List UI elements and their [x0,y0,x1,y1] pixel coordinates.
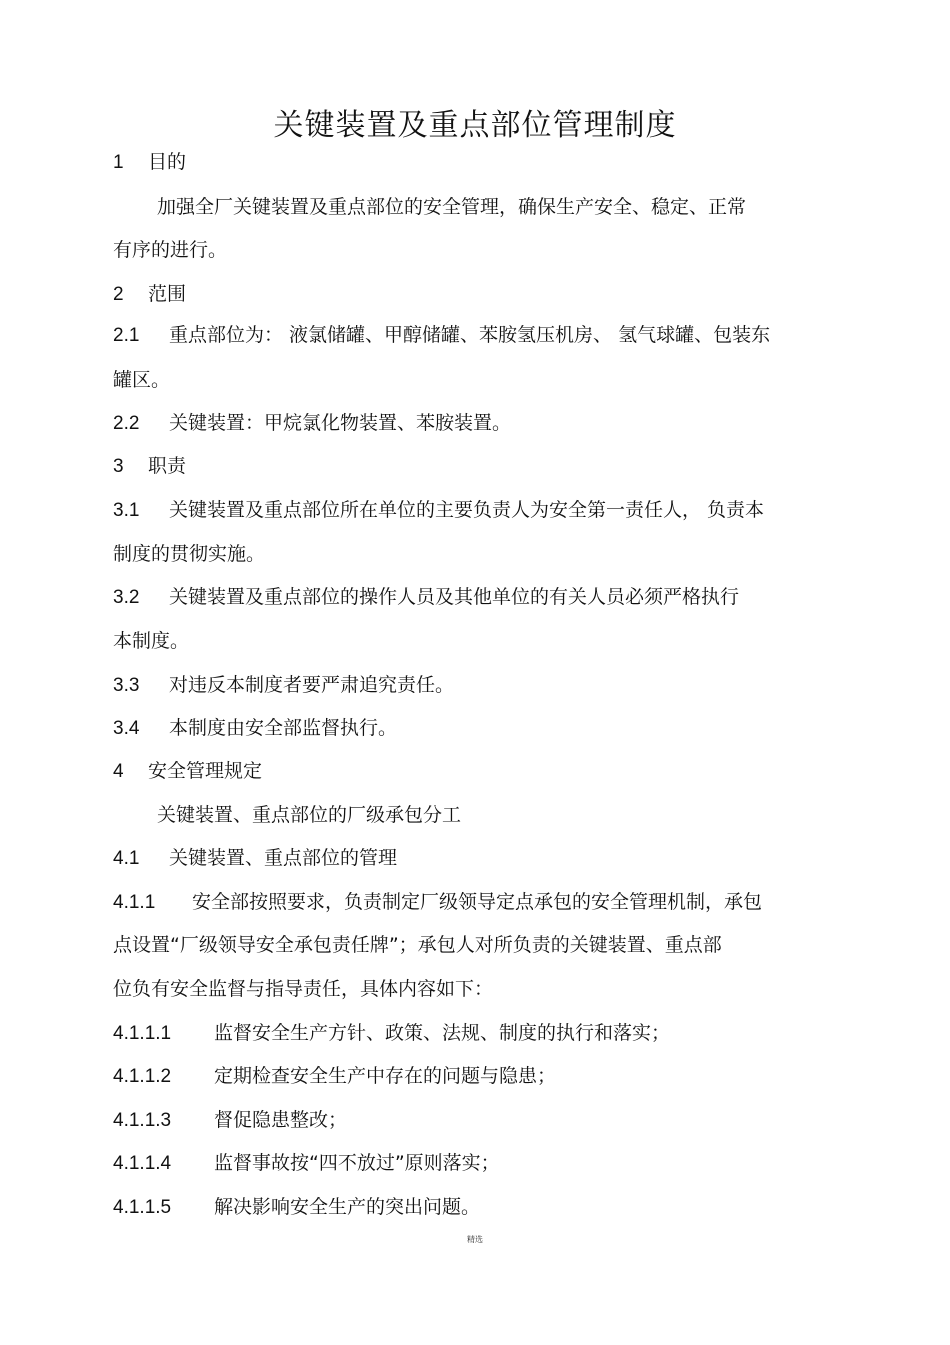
clause-line [113,1149,500,1178]
section-text: 范围 [148,283,187,305]
document-title: 关键装置及重点部位管理制度 [273,108,677,143]
paragraph-text: 罐区。 [113,369,171,391]
paragraph-line [113,236,227,264]
clause-number: 4.1.1.4 [113,1153,172,1174]
clause-text: 对违反本制度者要严肃追究责任。 [169,674,455,696]
clause-text: 督促隐患整改； [214,1109,348,1131]
clause-number: 2.1 [113,325,140,346]
clause-line [113,583,739,612]
clause-line [113,1019,670,1048]
clause-number: 4.1.1 [113,892,156,913]
clause-number: 4.1.1.5 [113,1197,172,1218]
clause-line [113,321,770,350]
clause-number: 4.1.1.1 [113,1023,172,1044]
section-heading [113,280,186,309]
paragraph-line [113,975,493,1003]
paragraph-line [113,366,170,394]
paragraph-text: 本制度。 [113,630,190,652]
clause-number: 4.1 [113,848,140,869]
clause-text: 监督安全生产方针、政策、法规、制度的执行和落实； [214,1022,671,1044]
paragraph-text: 位负有安全监督与指导责任，具体内容如下： [113,978,494,1000]
section-heading [113,757,262,786]
clause-line [113,1062,556,1091]
clause-line [113,844,397,873]
clause-text: 关键装置及重点部位的操作人员及其他单位的有关人员必须严格执行 [169,586,740,608]
clause-number: 2.2 [113,413,140,434]
paragraph-text: 加强全厂关键装置及重点部位的安全管理，确保生产安全、稳定、正常 [157,196,747,218]
section-number: 2 [113,284,124,305]
clause-number: 3.3 [113,675,140,696]
section-text: 目的 [148,151,187,173]
section-heading [113,148,186,177]
section-number: 4 [113,761,124,782]
clause-text: 重点部位为： 液氯储罐、甲醇储罐、苯胺氢压机房、 氢气球罐、包装东 [169,324,771,346]
paragraph-text: 有序的进行。 [113,239,228,261]
clause-line [113,714,397,743]
section-heading [113,452,186,481]
clause-number: 4.1.1.3 [113,1110,172,1131]
clause-text: 监督事故按“四不放过”原则落实； [214,1152,500,1174]
clause-text: 定期检查安全生产中存在的问题与隐患； [214,1065,557,1087]
paragraph-line [157,193,746,221]
clause-number: 3.4 [113,718,140,739]
clause-number: 3.2 [113,587,140,608]
section-text: 安全管理规定 [148,760,263,782]
page-footer: 精选 [467,1235,483,1244]
paragraph-line [113,540,265,568]
clause-line [113,409,511,438]
paragraph-text: 点设置“厂级领导安全承包责任牌”；承包人对所负责的关键装置、重点部 [113,934,722,956]
clause-text: 安全部按照要求，负责制定厂级领导定点承包的安全管理机制，承包 [192,891,763,913]
section-number: 1 [113,152,124,173]
section-number: 3 [113,456,124,477]
paragraph-line [113,931,722,959]
clause-text: 关键装置：甲烷氯化物装置、苯胺装置。 [169,412,512,434]
paragraph-text: 关键装置、重点部位的厂级承包分工 [157,804,462,826]
clause-text: 解决影响安全生产的突出问题。 [214,1196,481,1218]
clause-text: 关键装置及重点部位所在单位的主要负责人为安全第一责任人， 负责本 [169,499,765,521]
clause-text: 关键装置、重点部位的管理 [169,847,398,869]
clause-number: 4.1.1.2 [113,1066,172,1087]
clause-line [113,1106,347,1135]
paragraph-text: 制度的贯彻实施。 [113,543,266,565]
clause-text: 本制度由安全部监督执行。 [169,717,398,739]
clause-line [113,888,762,917]
clause-line [113,1193,480,1222]
paragraph-line [113,627,189,655]
clause-number: 3.1 [113,500,140,521]
section-text: 职责 [148,455,187,477]
paragraph-line [157,801,461,829]
clause-line [113,496,764,525]
clause-line [113,671,454,700]
